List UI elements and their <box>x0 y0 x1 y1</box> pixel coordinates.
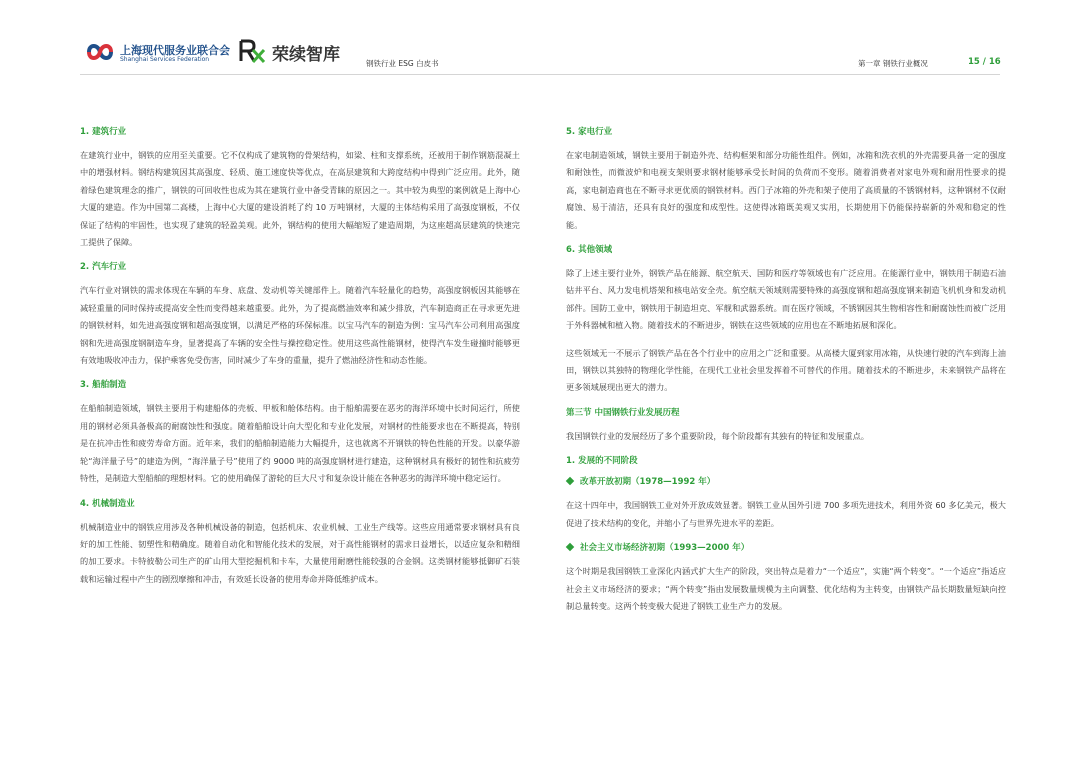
section-paragraph: 我国钢铁行业的发展经历了多个重要阶段，每个阶段都有其独有的特征和发展重点。 <box>566 430 869 441</box>
chapter-title: 第一章 钢铁行业概况 <box>858 59 928 68</box>
section-paragraph: 除了上述主要行业外，钢铁产品在能源、航空航天、国防和医疗等领域也有广泛应用。在能源行业中，钢铁用于制造石油钻井平台、风力发电机塔架和核电站安全壳。航空航天领域则需要特殊的高强度钢和超高强度钢来制造飞机机身和发动机部件。国防工业中，钢铁用于制造坦克、军舰和武器系统。而在医疗领域，不锈钢因其生物相容性和耐腐蚀性而被广泛用于外科器械和植入物。随着技术的不断进步，钢铁在这些领域的应用也在不断地拓展和深化。 <box>566 268 1006 331</box>
section-heading: 6. 其他领域 <box>566 245 613 256</box>
section-heading: 1. 发展的不同阶段 <box>566 456 638 467</box>
brand-name: 荣续智库 <box>272 45 340 65</box>
section-heading: 3. 船舶制造 <box>80 380 127 391</box>
rx-logo-icon <box>238 38 266 64</box>
page-header <box>0 0 1080 80</box>
section-paragraph: 在建筑行业中，钢铁的应用至关重要。它不仅构成了建筑物的骨架结构，如梁、柱和支撑系统，还被用于制作钢筋混凝土中的增强材料。钢结构建筑因其高强度、轻质、施工速度快等优点，在高层建筑和大跨度结构中得到广泛应用。此外，随着绿色建筑理念的推广，钢铁的可回收性也成为其在建筑行业中备受青睐的原因之一。其中较为典型的案例就是上海中心大厦的建造。作为中国第二高楼，上海中心大厦的建设消耗了约 10 万吨钢材，大厦的主体结构采用了高强度钢板，不仅保证了结构的牢固性，也实现了建筑的轻盈美观。此外，钢结构的使用大幅缩短了建造周期，为这座超高层建筑的快速完工提供了保障。 <box>80 150 520 248</box>
org-name-en: Shanghai Services Federation <box>120 56 210 63</box>
section-paragraph: 在这十四年中，我国钢铁工业对外开放成效显著。钢铁工业从国外引进 700 多项先进技术，利用外资 60 多亿美元，极大促进了技术结构的变化，并缩小了与世界先进水平的差距。 <box>566 500 1006 528</box>
section-heading: 1. 建筑行业 <box>80 127 127 137</box>
diamond-bullet-icon <box>566 477 574 485</box>
left-column <box>80 126 520 598</box>
header-divider <box>80 74 1000 75</box>
section-paragraph: 在家电制造领域，钢铁主要用于制造外壳、结构框架和部分功能性组件。例如，冰箱和洗衣机的外壳需要具备一定的强度和耐蚀性，而微波炉和电视支架则要求钢材能够承受长时间的负荷而不变形。随着消费者对家电外观和耐用性要求的提高，家电制造商也在不断寻求更优质的钢铁材料。西门子冰箱的外壳和架子使用了高质量的不锈钢材料，这种钢材不仅耐腐蚀、易于清洁，还具有良好的强度和成型性。这使得冰箱既美观又实用，长期使用下仍能保持崭新的外观和稳定的性能。 <box>566 150 1006 230</box>
section-paragraph: 汽车行业对钢铁的需求体现在车辆的车身、底盘、发动机等关键部件上。随着汽车轻量化的趋势，高强度钢板因其能够在减轻重量的同时保持或提高安全性而变得越来越重要。此外，为了提高燃油效率和减少排放，汽车制造商正在寻求更先进的钢铁材料，如先进高强度钢和超高强度钢，以满足严格的环保标准。以宝马汽车的制造为例：宝马汽车公司利用高强度钢和先进高强度钢制造车身，显著提高了车辆的安全性与操控稳定性。使用这些高性能钢材，使得汽车发生碰撞时能够更有效地吸收冲击力，保护乘客免受伤害，同时减少了车身的重量，提升了燃油经济性和动态性能。 <box>80 285 520 366</box>
document-title: 钢铁行业 ESG 白皮书 <box>366 59 439 68</box>
section-paragraph: 机械制造业中的钢铁应用涉及各种机械设备的制造，包括机床、农业机械、工业生产线等。这些应用通常要求钢材具有良好的加工性能、韧塑性和精确度。随着自动化和智能化技术的发展，对于高性能钢材的需求日益增长，以适应复杂和精细的加工要求。卡特彼勒公司生产的矿山用大型挖掘机和卡车，大量使用耐磨性能较强的合金钢。这类钢材能够抵御矿石装载和运输过程中产生的剧烈摩擦和冲击，有效延长设备的使用寿命并降低维护成本。 <box>80 521 520 584</box>
diamond-bullet-icon <box>566 543 574 551</box>
section-paragraph: 在船舶制造领域，钢铁主要用于构建船体的壳板、甲板和舱体结构。由于船舶需要在恶劣的海洋环境中长时间运行，所使用的钢材必须具备极高的耐腐蚀性和强度。随着船舶设计向大型化和专业化发展，对钢材的性能要求也在不断提高，特别是在抗冲击性和疲劳寿命方面。近年来，我们的船舶制造能力大幅提升，这也就离不开钢铁的特色性能的开发。以豪华游轮“海洋量子号”的建造为例，“海洋量子号”使用了约 9000 吨的高强度钢材进行建造，这种钢材具有极好的韧性和抗疲劳特性，是制造大型船舶的理想材料。它的使用确保了游轮的巨大尺寸和复杂设计能在各种恶劣的海洋环境中稳定运行。 <box>80 403 520 484</box>
stage-heading <box>566 542 1006 554</box>
chapter-section-heading: 第三节 中国钢铁行业发展历程 <box>566 407 680 418</box>
org-name-cn: 上海现代服务业联合会 <box>120 44 230 57</box>
stage-heading-label: 改革开放初期（1978—1992 年） <box>580 477 716 488</box>
right-column <box>566 126 1006 625</box>
section-heading: 2. 汽车行业 <box>80 262 127 273</box>
stage-heading <box>566 476 1006 488</box>
section-paragraph: 这些领域无一不展示了钢铁产品在各个行业中的应用之广泛和重要。从高楼大厦到家用冰箱，从快速行驶的汽车到海上油田，钢铁以其独特的物理化学性能，在现代工业社会里发挥着不可替代的作用。随着技术的不断进步，未来钢铁产品将在更多领域展现出更大的潜力。 <box>566 347 1006 393</box>
section-heading: 4. 机械制造业 <box>80 498 135 509</box>
section-heading: 5. 家电行业 <box>566 127 613 137</box>
page-number: 15 / 16 <box>968 57 1001 67</box>
ssf-logo-icon <box>86 40 116 64</box>
section-paragraph: 这个时期是我国钢铁工业深化内涵式扩大生产的阶段，突出特点是着力“一个适应”，实施“两个转变”。“一个适应”指适应社会主义市场经济的要求；“两个转变”指由发展数量规模为主向调整、优化结构为主转变，由钢铁产品长期数量短缺向控制总量转变。这两个转变极大促进了钢铁工业生产力的发展。 <box>566 566 1006 611</box>
stage-heading-label: 社会主义市场经济初期（1993—2000 年） <box>580 543 750 554</box>
